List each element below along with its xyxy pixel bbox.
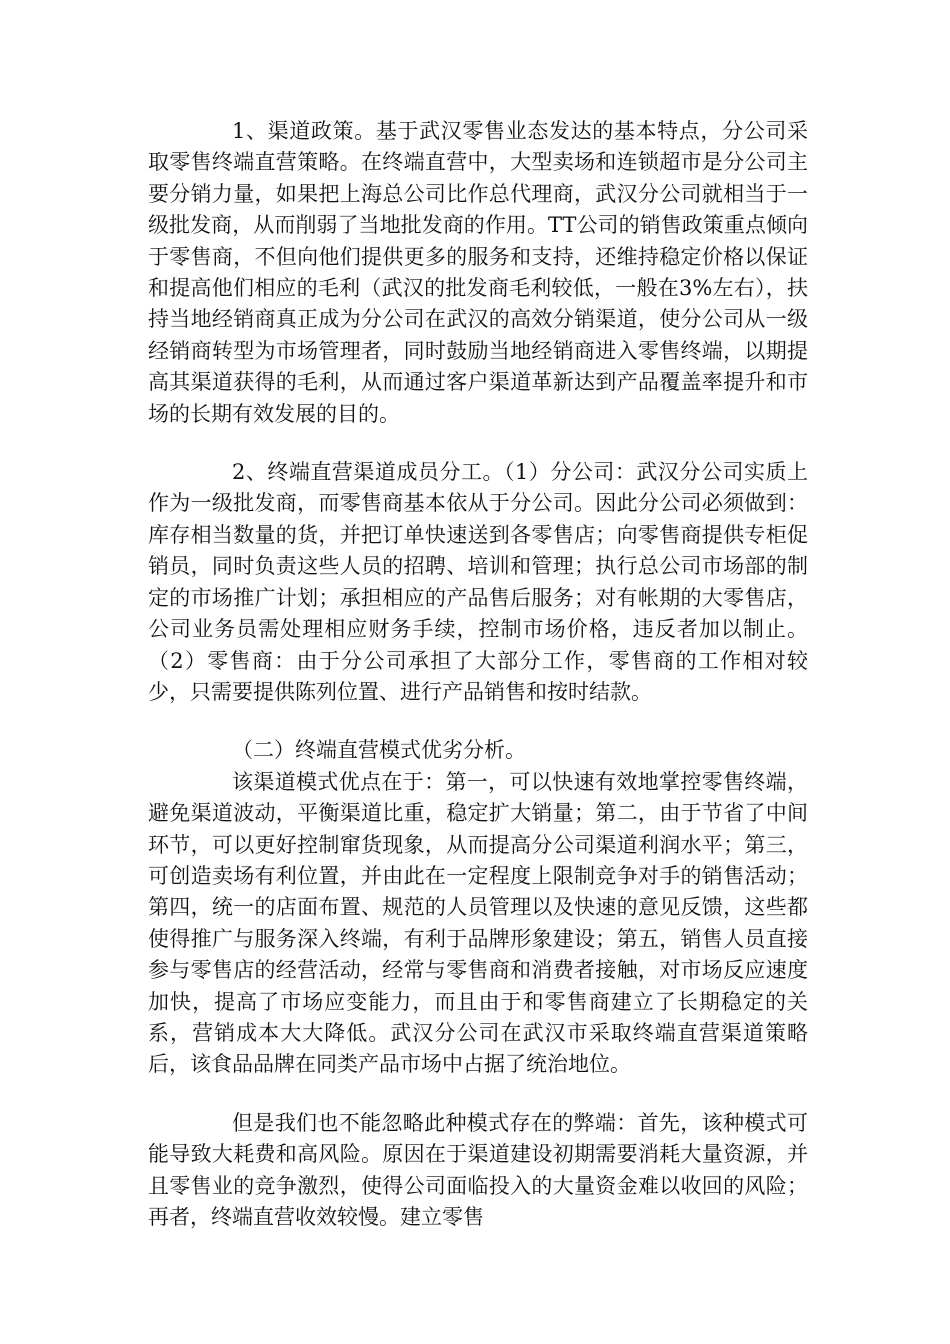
- paragraph-channel-policy: 1、渠道政策。基于武汉零售业态发达的基本特点，分公司采取零售终端直营策略。在终端直营中，大型卖场和连锁超市是分公司主要分销力量，如果把上海总公司比作总代理商，武汉分公司就相当于一级批发商，从而削弱了当地批发商的作用。TT公司的销售政策重点倾向于零售商，不但向他们提供更多的服务和支持，还维持稳定价格以保证和提高他们相应的毛利（武汉的批发商毛利较低，一般在3%左右），扶持当地经销商真正成为分公司在武汉的高效分销渠道，使分公司从一级经销商转型为市场管理者，同时鼓励当地经销商进入零售终端，以期提高其渠道获得的毛利，从而通过客户渠道革新达到产品覆盖率提升和市场的长期有效发展的目的。: [148, 119, 808, 426]
- paragraph-spacer: [148, 1081, 808, 1108]
- document-body: [148, 116, 808, 1233]
- paragraph-spacer: [148, 430, 808, 457]
- paragraph-advantages: 该渠道模式优点在于：第一，可以快速有效地掌控零售终端，避免渠道波动，平衡渠道比重，稳定扩大销量；第二，由于节省了中间环节，可以更好控制窜货现象，从而提高分公司渠道利润水平；第三，可创造卖场有利位置，并由此在一定程度上限制竞争对手的销售活动；第四，统一的店面布置、规范的人员管理以及快速的意见反馈，这些都使得推广与服务深入终端，有利于品牌形象建设；第五，销售人员直接参与零售店的经营活动，经常与零售商和消费者接触，对市场反应速度加快，提高了市场应变能力，而且由于和零售商建立了长期稳定的关系，营销成本大大降低。武汉分公司在武汉市采取终端直营渠道策略后，该食品品牌在同类产品市场中占据了统治地位。: [148, 769, 808, 1077]
- paragraph-spacer: [148, 708, 808, 735]
- section-heading-analysis: （二）终端直营模式优劣分析。: [232, 738, 526, 763]
- paragraph-member-division: 2、终端直营渠道成员分工。（1）分公司：武汉分公司实质上作为一级批发商，而零售商基本依从于分公司。因此分公司必须做到：库存相当数量的货，并把订单快速送到各零售店；向零售商提供专柜促销员，同时负责这些人员的招聘、培训和管理；执行总公司市场部的制定的市场推广计划；承担相应的产品售后服务；对有帐期的大零售店，公司业务员需处理相应财务手续，控制市场价格，违反者加以制止。（2）零售商：由于分公司承担了大部分工作，零售商的工作相对较少，只需要提供陈列位置、进行产品销售和按时结款。: [148, 460, 808, 704]
- paragraph-disadvantages: 但是我们也不能忽略此种模式存在的弊端：首先，该种模式可能导致大耗费和高风险。原因在于渠道建设初期需要消耗大量资源，并且零售业的竞争激烈，使得公司面临投入的大量资金难以收回的风险；再者，终端直营收效较慢。建立零售: [148, 1110, 808, 1229]
